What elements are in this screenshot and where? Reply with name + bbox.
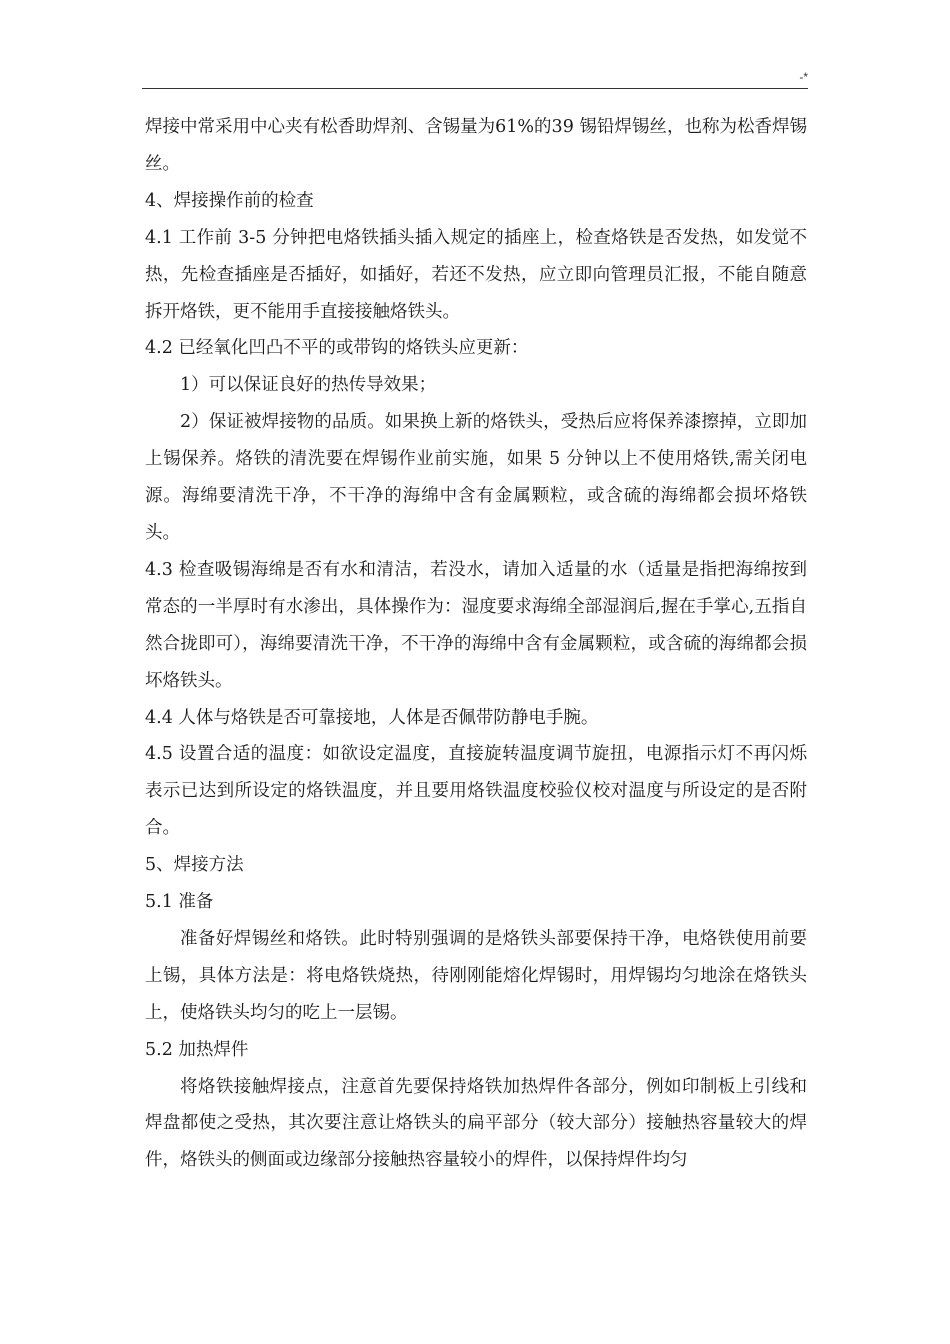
paragraph-4-4: 4.4 人体与烙铁是否可靠接地，人体是否佩带防静电手腕。 <box>145 707 599 728</box>
paragraph-4-1: 4.1 工作前 3-5 分钟把电烙铁插头插入规定的插座上，检查烙铁是否发热，如发觉不热，先检查插座是否插好，如插好，若还不发热，应立即向管理员汇报，不能自随意拆开烙铁，更不能用手直接接触烙铁头。 <box>145 227 807 322</box>
paragraph-4-5: 4.5 设置合适的温度：如欲设定温度，直接旋转温度调节旋扭，电源指示灯不再闪烁表示已达到所设定的烙铁温度，并且要用烙铁温度校验仪校对温度与所设定的是否附合。 <box>145 744 807 839</box>
list-item-1: 1）可以保证良好的热传导效果； <box>180 375 437 396</box>
section-heading-4: 4、焊接操作前的检查 <box>145 190 314 211</box>
subheading-5-2: 5.2 加热焊件 <box>145 1039 249 1060</box>
section-heading-5: 5、焊接方法 <box>145 855 244 876</box>
list-item-2: 2）保证被焊接物的品质。如果换上新的烙铁头，受热后应将保养漆擦掉，立即加上锡保养。烙铁的清洗要在焊锡作业前实施，如果 5 分钟以上不使用烙铁,需关闭电源。海绵要清洗干净，不干净的海绵中含有金属颗粒，或含硫的海绵都会损坏烙铁头。 <box>145 412 807 543</box>
document-body <box>145 109 807 1179</box>
header-mark: -* <box>799 70 808 84</box>
paragraph-5-2: 将烙铁接触焊接点，注意首先要保持烙铁加热焊件各部分，例如印制板上引线和焊盘都使之受热，其次要注意让烙铁头的扁平部分（较大部分）接触热容量较大的焊件，烙铁头的侧面或边缘部分接触热容量较小的焊件，以保持焊件均匀 <box>145 1076 807 1171</box>
paragraph-4-2: 4.2 已经氧化凹凸不平的或带钩的烙铁头应更新： <box>145 338 529 359</box>
subheading-5-1: 5.1 准备 <box>145 892 214 913</box>
paragraph-intro: 焊接中常采用中心夹有松香助焊剂、含锡量为61%的39 锡铅焊锡丝，也称为松香焊锡丝。 <box>145 117 807 174</box>
paragraph-5-1: 准备好焊锡丝和烙铁。此时特别强调的是烙铁头部要保持干净，电烙铁使用前要上锡，具体方法是：将电烙铁烧热，待刚刚能熔化焊锡时，用焊锡均匀地涂在烙铁头上，使烙铁头均匀的吃上一层锡。 <box>145 928 807 1023</box>
header-rule <box>142 88 808 89</box>
paragraph-4-3: 4.3 检查吸锡海绵是否有水和清洁，若没水，请加入适量的水（适量是指把海绵按到常态的一半厚时有水渗出，具体操作为：湿度要求海绵全部湿润后,握在手掌心,五指自然合拢即可），海绵要清洗干净，不干净的海绵中含有金属颗粒，或含硫的海绵都会损坏烙铁头。 <box>145 559 807 691</box>
